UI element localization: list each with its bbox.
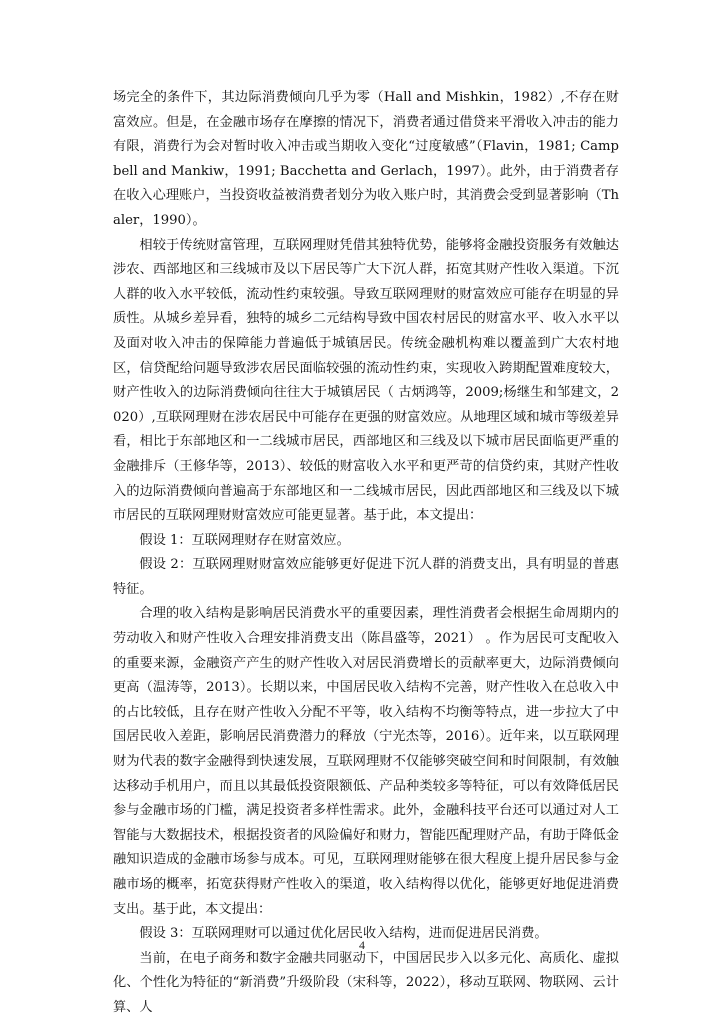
body-text <box>113 86 619 1021</box>
hypothesis-3: 假设 3：互联网理财可以通过优化居民收入结构，进而促进居民消费。 <box>139 926 548 942</box>
paragraph-new-consumption: 当前，在电子商务和数字金融共同驱动下，中国居民步入以多元化、高质化、虚拟化、个性化为特征的“新消费”升级阶段（宋科等，2022），移动互联网、物联网、云计算、人 <box>113 950 619 1015</box>
page-number: 4 <box>359 938 365 952</box>
paragraph-heterogeneity: 相较于传统财富管理，互联网理财凭借其独特优势，能够将金融投资服务有效触达涉农、西部地区和三线城市及以下居民等广大下沉人群，拓宽其财产性收入渠道。下沉人群的收入水平较低，流动性约束较强。导致互联网理财的财富效应可能存在明显的异质性。从城乡差异看，独特的城乡二元结构导致中国农村居民的财富水平、收入水平以及面对收入冲击的保障能力普遍低于城镇居民。传统金融机构难以覆盖到广大农村地区，信贷配给问题导致涉农居民面临较强的流动性约束，实现收入跨期配置难度较大，财产性收入的边际消费倾向往往大于城镇居民（ 古炳鸿等，2009;杨继生和邹建文，2020）,互联网理财在涉农居民中可能存在更强的财富效应。从地理区域和城市等级差异看，相比于东部地区和一二线城市居民，西部地区和三线及以下城市居民面临更严重的金融排斥（王修华等，2013）、较低的财富收入水平和更严苛的信贷约束，其财产性收入的边际消费倾向普遍高于东部地区和一二线城市居民，因此西部地区和三线及以下城市居民的互联网理财财富效应可能更显著。基于此，本文提出： <box>113 237 619 524</box>
paragraph-continuation: 场完全的条件下，其边际消费倾向几乎为零（Hall and Mishkin，1982）,不存在财富效应。但是，在金融市场存在摩擦的情况下，消费者通过借贷来平滑收入冲击的能力有限，消费行为会对暂时收入冲击或当期收入变化“过度敏感”（Flavin，1981; Campbell and Mankiw，1991; Bacchetta and Gerlach，1997）。此外，由于消费者存在收入心理账户，当投资收益被消费者划分为收入账户时，其消费会受到显著影响（Thaler，1990）。 <box>113 90 619 228</box>
hypothesis-2: 假设 2：互联网理财财富效应能够更好促进下沉人群的消费支出，具有明显的普惠特征。 <box>113 557 619 597</box>
hypothesis-1: 假设 1：互联网理财存在财富效应。 <box>139 532 350 548</box>
paragraph-income-structure: 合理的收入结构是影响居民消费水平的重要因素，理性消费者会根据生命周期内的劳动收入和财产性收入合理安排消费支出（陈昌盛等，2021） 。作为居民可支配收入的重要来源，金融资产产生的财产性收入对居民消费增长的贡献率更大，边际消费倾向更高（温涛等，2013）。长期以来，中国居民收入结构不完善，财产性收入在总收入中的占比较低，且存在财产性收入分配不平等，收入结构不均衡等特点，进一步拉大了中国居民收入差距，影响居民消费潜力的释放（宁光杰等，2016）。近年来，以互联网理财为代表的数字金融得到快速发展，互联网理财不仅能够突破空间和时间限制，有效触达移动手机用户，而且以其最低投资限额低、产品种类较多等特征，可以有效降低居民参与金融市场的门槛，满足投资者多样性需求。此外，金融科技平台还可以通过对人工智能与大数据技术，根据投资者的风险偏好和财力，智能匹配理财产品，有助于降低金融知识造成的金融市场参与成本。可见，互联网理财能够在很大程度上提升居民参与金融市场的概率，拓宽获得财产性收入的渠道，收入结构得以优化，能够更好地促进消费支出。基于此，本文提出： <box>113 606 619 917</box>
